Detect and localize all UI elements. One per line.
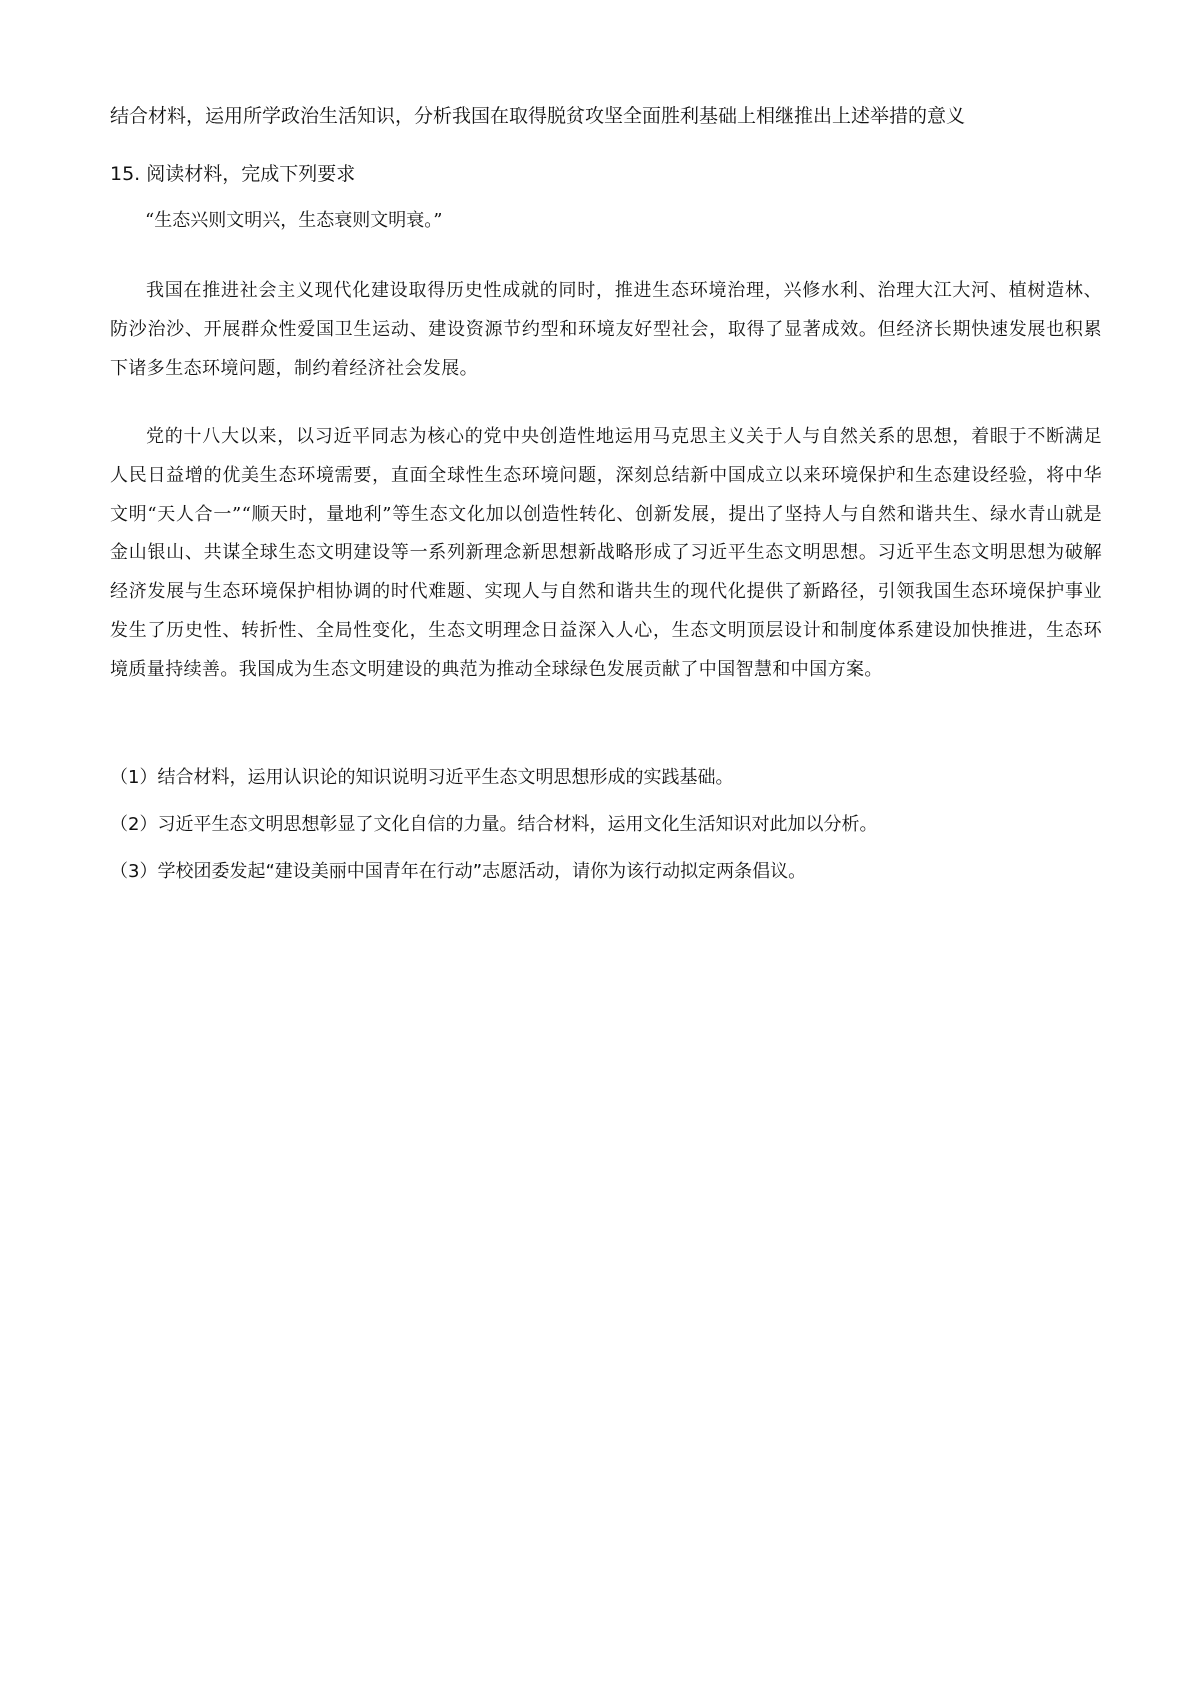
question-instruction: 阅读材料，完成下列要求	[146, 163, 356, 185]
question-header	[110, 158, 1100, 190]
material-paragraph-1: 我国在推进社会主义现代化建设取得历史性成就的同时，推进生态环境治理，兴修水利、治理大江大河、植树造林、防沙治沙、开展群众性爱国卫生运动、建设资源节约型和环境友好型社会，取得了显著成效。但经济长期快速发展也积累下诸多生态环境问题，制约着经济社会发展。	[110, 280, 1102, 379]
previous-question-prompt: 结合材料，运用所学政治生活知识，分析我国在取得脱贫攻坚全面胜利基础上相继推出上述举措的意义	[110, 105, 966, 127]
material-quote: “生态兴则文明兴，生态衰则文明衰。”	[145, 210, 443, 231]
material-paragraph-2: 党的十八大以来，以习近平同志为核心的党中央创造性地运用马克思主义关于人与自然关系的思想，着眼于不断满足人民日益增的优美生态环境需要，直面全球性生态环境问题，深刻总结新中国成立以来环境保护和生态建设经验，将中华文明“天人合一”“顺天时，量地利”等生态文化加以创造性转化、创新发展，提出了坚持人与自然和谐共生、绿水青山就是金山银山、共谋全球生态文明建设等一系列新理念新思想新战略形成了习近平生态文明思想。习近平生态文明思想为破解经济发展与生态环境保护相协调的时代难题、实现人与自然和谐共生的现代化提供了新路径，引领我国生态环境保护事业发生了历史性、转折性、全局性变化，生态文明理念日益深入人心，生态文明顶层设计和制度体系建设加快推进，生态环境质量持续善。我国成为生态文明建设的典范为推动全球绿色发展贡献了中国智慧和中国方案。	[110, 426, 1102, 680]
sub-question-1: （1）结合材料，运用认识论的知识说明习近平生态文明思想形成的实践基础。	[110, 767, 734, 788]
sub-question-3: （3）学校团委发起“建设美丽中国青年在行动”志愿活动，请你为该行动拟定两条倡议。	[110, 861, 807, 882]
question-number: 15.	[110, 163, 141, 185]
sub-question-2: （2）习近平生态文明思想彰显了文化自信的力量。结合材料，运用文化生活知识对此加以分析。	[110, 814, 878, 835]
